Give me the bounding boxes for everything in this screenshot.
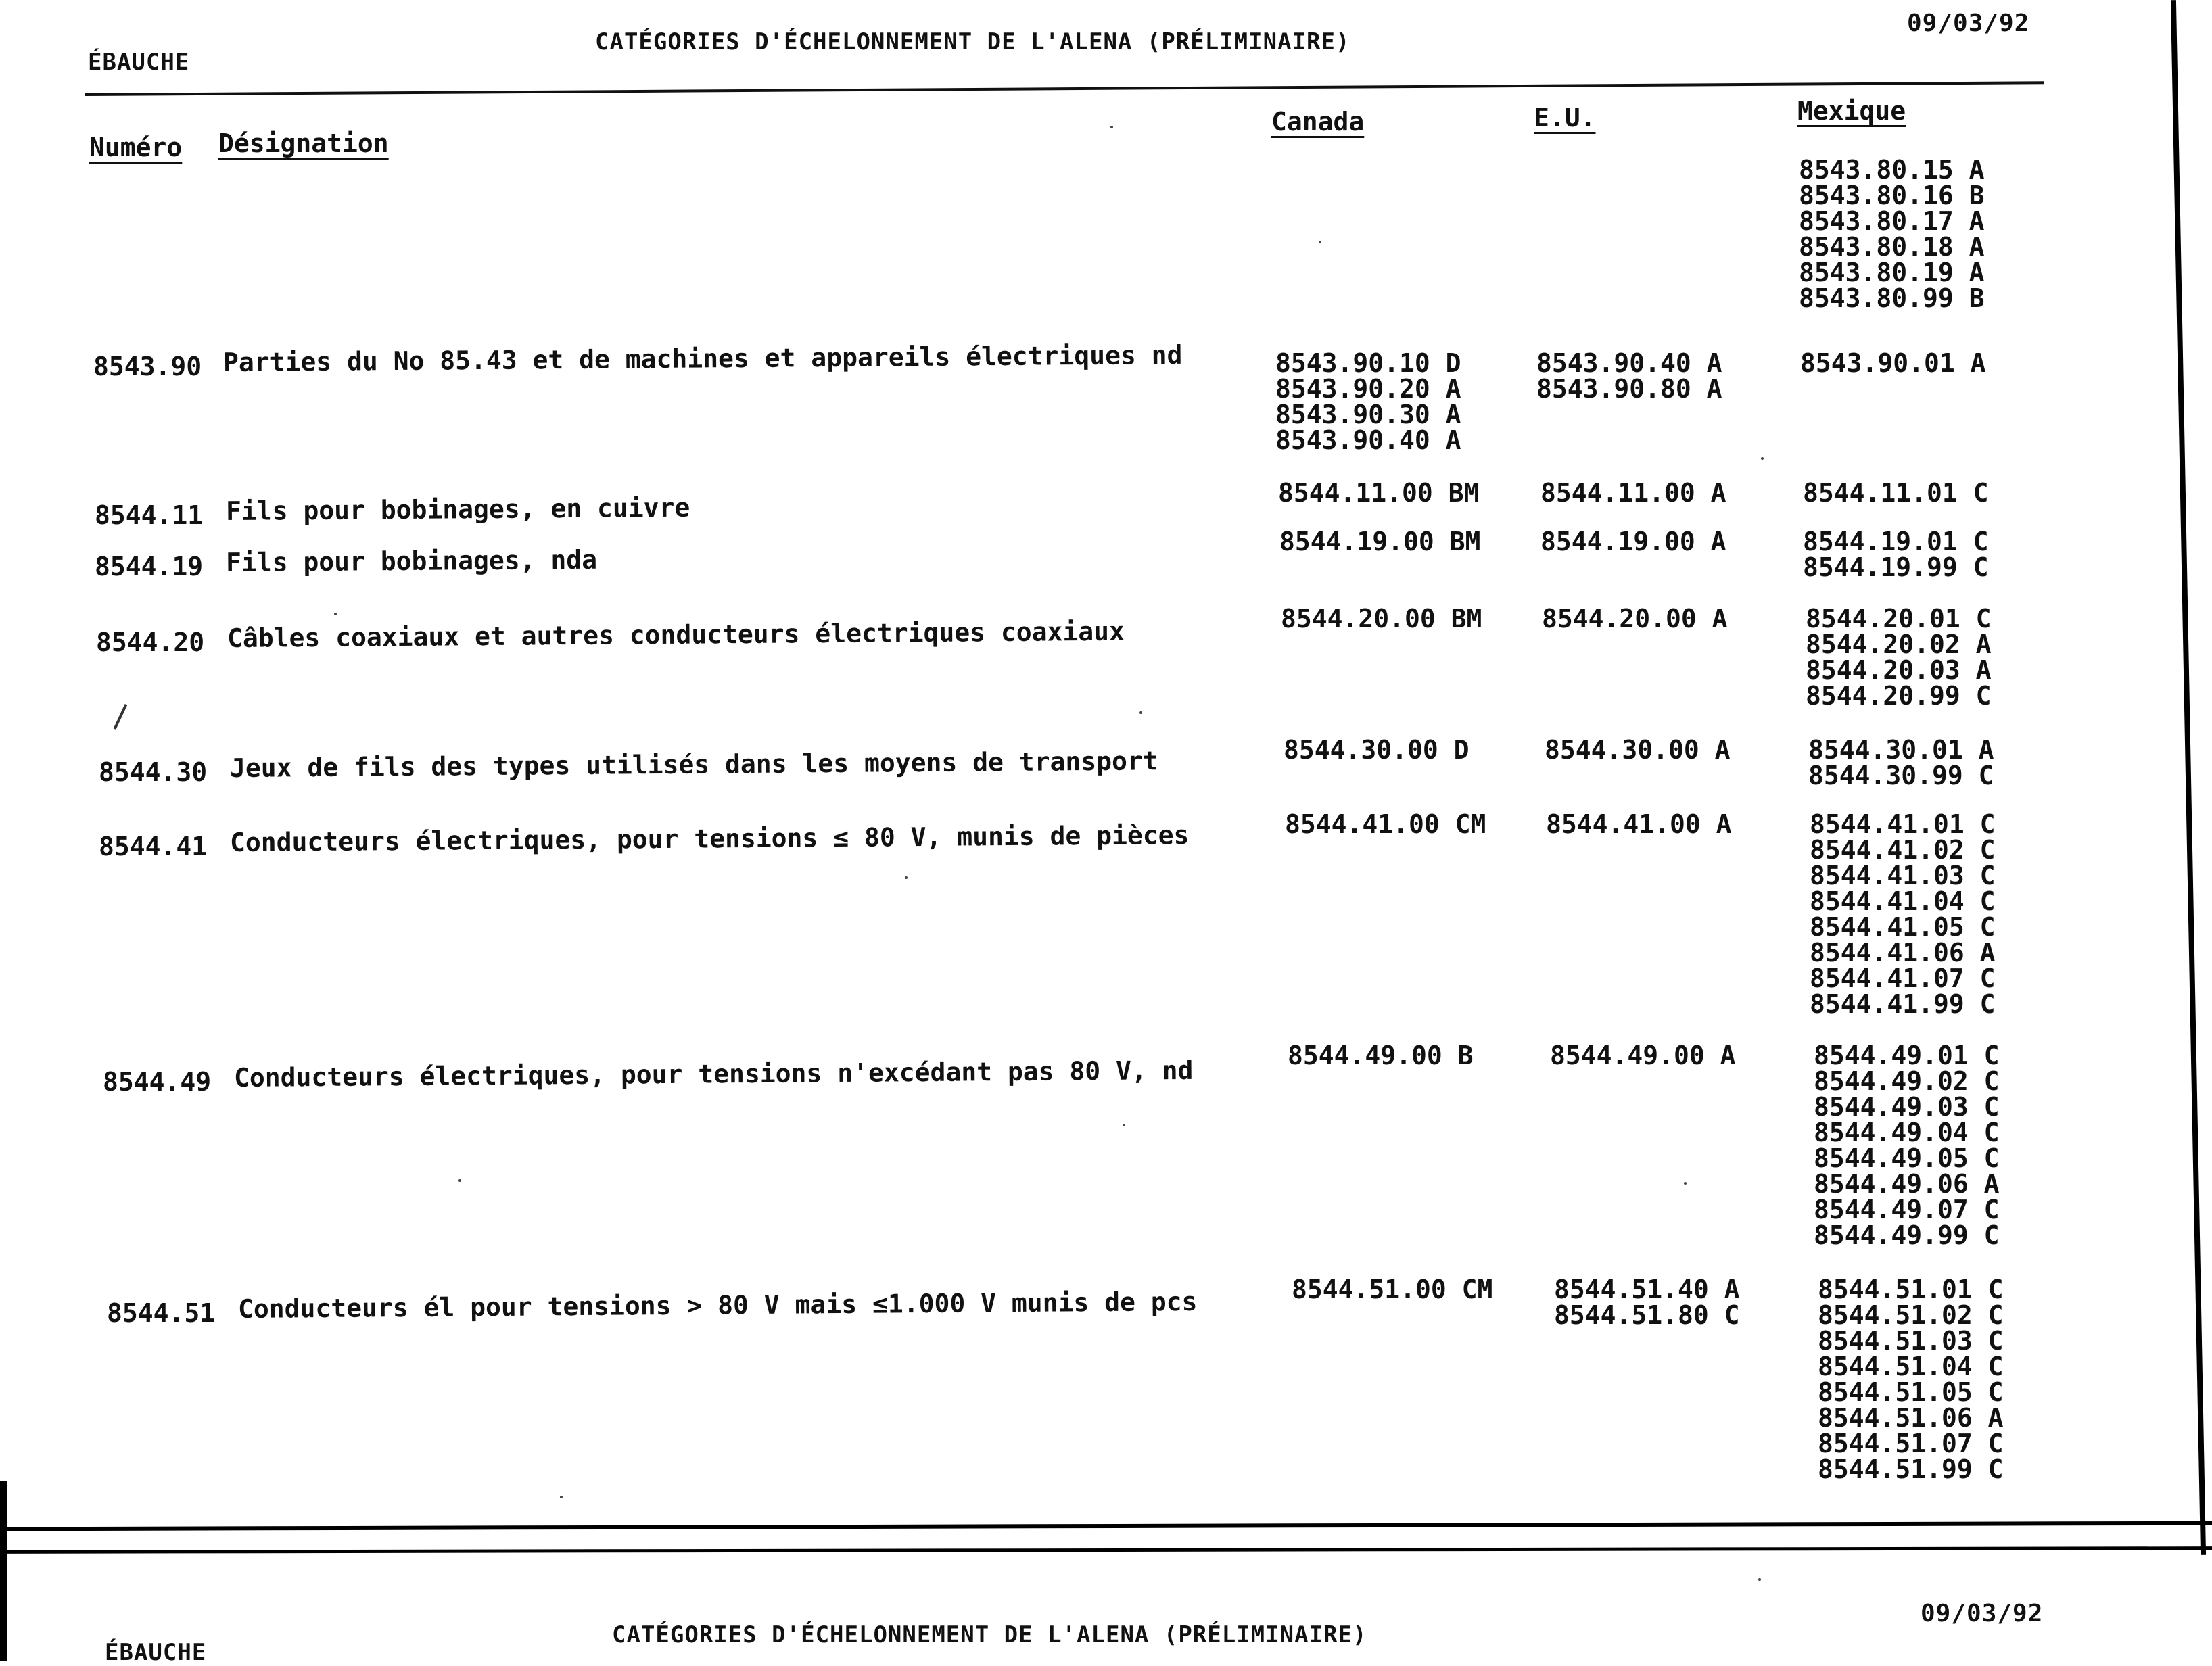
mexico-code: 8544.41.01 C — [1810, 809, 1996, 839]
us-codes — [1542, 606, 1728, 632]
mexico-codes — [1803, 529, 1989, 580]
mexico-code: 8544.51.03 C — [1818, 1326, 2004, 1356]
us-codes — [1545, 737, 1731, 763]
mexico-code: 8544.41.03 C — [1810, 861, 1996, 890]
column-header-mexico: Mexique — [1797, 96, 1906, 126]
canada-code: 8544.41.00 CM — [1285, 809, 1486, 839]
mexico-code: 8543.90.01 A — [1800, 348, 1986, 378]
mexico-codes — [1808, 737, 1994, 788]
canada-codes — [1284, 737, 1469, 763]
mexico-code: 8543.80.19 A — [1799, 258, 1985, 287]
mexico-code: 8544.49.04 C — [1814, 1118, 2000, 1147]
canada-code: 8544.11.00 BM — [1278, 478, 1480, 508]
canada-code: 8543.90.40 A — [1275, 425, 1461, 455]
column-header-designation: Désignation — [218, 128, 389, 158]
tariff-number: 8543.90 — [93, 352, 202, 381]
us-code: 8543.90.40 A — [1536, 348, 1722, 378]
tariff-designation: Conducteurs électriques, pour tensions n'excédant pas 80 V, nd — [233, 1055, 1194, 1093]
scan-speck — [560, 1496, 563, 1498]
canada-codes — [1288, 1043, 1474, 1068]
canada-codes — [1279, 529, 1480, 554]
canada-codes — [1278, 480, 1479, 506]
us-code: 8544.41.00 A — [1546, 809, 1732, 839]
us-code: 8544.30.00 A — [1545, 735, 1731, 765]
header-rule — [85, 81, 2044, 96]
canada-code: 8543.90.10 D — [1275, 348, 1461, 378]
mexico-code: 8544.20.02 A — [1806, 629, 1992, 659]
mexico-code: 8544.41.07 C — [1810, 963, 1996, 993]
mexico-code: 8544.19.99 C — [1803, 552, 1989, 582]
mexico-codes — [1800, 350, 1986, 376]
canada-codes — [1281, 606, 1482, 632]
canada-code: 8543.90.30 A — [1275, 400, 1461, 429]
carryover-mexico-codes — [1799, 157, 1985, 311]
column-header-number: Numéro — [89, 133, 183, 162]
us-code: 8544.20.00 A — [1542, 604, 1728, 634]
mexico-code: 8544.49.05 C — [1814, 1143, 2000, 1173]
left-page-edge — [0, 1481, 7, 1661]
mexico-code: 8544.51.02 C — [1818, 1300, 2004, 1330]
mexico-codes — [1810, 811, 1996, 1017]
canada-codes — [1292, 1277, 1492, 1302]
us-code: 8544.51.80 C — [1554, 1300, 1740, 1330]
tariff-designation: Conducteurs électriques, pour tensions ≤ 80 V, munis de pièces — [229, 819, 1190, 857]
mexico-code: 8544.41.99 C — [1810, 989, 1996, 1019]
mexico-code: 8544.30.99 C — [1808, 761, 1994, 790]
mexico-code: 8544.49.06 A — [1814, 1169, 2000, 1199]
mexico-code: 8544.49.07 C — [1814, 1195, 2000, 1224]
mexico-codes — [1803, 480, 1989, 506]
scan-speck — [1684, 1182, 1687, 1185]
canada-codes — [1285, 811, 1486, 837]
mexico-code: 8543.80.99 B — [1799, 283, 1985, 313]
canada-code: 8544.49.00 B — [1288, 1041, 1474, 1070]
scan-speck — [334, 613, 337, 615]
canada-code: 8544.51.00 CM — [1292, 1275, 1493, 1304]
scan-speck — [1139, 711, 1142, 714]
tariff-number: 8544.30 — [99, 757, 208, 787]
tariff-number: 8544.20 — [96, 627, 205, 657]
scan-speck — [458, 1179, 461, 1182]
mexico-code: 8544.51.06 A — [1818, 1403, 2004, 1433]
right-page-edge — [2171, 0, 2206, 1555]
mexico-code: 8544.51.99 C — [1818, 1454, 2004, 1484]
canada-code: 8544.19.00 BM — [1279, 527, 1481, 556]
us-code: 8544.11.00 A — [1540, 478, 1726, 508]
canada-code: 8544.30.00 D — [1284, 735, 1469, 765]
us-codes — [1540, 480, 1726, 506]
mexico-code: 8543.80.16 B — [1799, 181, 1985, 210]
column-header-us: E.U. — [1534, 103, 1596, 133]
canada-codes — [1275, 350, 1461, 453]
mexico-code: 8544.51.01 C — [1818, 1275, 2004, 1304]
us-code: 8543.90.80 A — [1536, 374, 1722, 404]
tariff-designation: Conducteurs él pour tensions > 80 V mais ≤1.000 V munis de pcs — [237, 1286, 1198, 1324]
tariff-designation: Fils pour bobinages, nda — [225, 544, 598, 577]
mexico-codes — [1806, 606, 1992, 709]
column-header-canada: Canada — [1271, 107, 1365, 137]
mexico-code: 8544.51.07 C — [1818, 1429, 2004, 1458]
document-title: CATÉGORIES D'ÉCHELONNEMENT DE L'ALENA (PRÉLIMINAIRE) — [595, 28, 1350, 55]
us-codes — [1546, 811, 1732, 837]
next-page-title: CATÉGORIES D'ÉCHELONNEMENT DE L'ALENA (PRÉLIMINAIRE) — [612, 1621, 1367, 1648]
tariff-number: 8544.11 — [95, 500, 204, 530]
next-page-draft-label: ÉBAUCHE — [105, 1639, 207, 1666]
tariff-designation: Fils pour bobinages, en cuivre — [225, 492, 690, 526]
us-codes — [1540, 529, 1726, 554]
tariff-number: 8544.41 — [99, 832, 208, 861]
next-page-date: 09/03/92 — [1921, 1600, 2044, 1627]
scan-speck — [1761, 457, 1764, 460]
mexico-code: 8544.51.04 C — [1818, 1352, 2004, 1381]
us-codes — [1554, 1277, 1740, 1328]
mexico-code: 8544.11.01 C — [1803, 478, 1989, 508]
mexico-code: 8544.20.99 C — [1806, 681, 1992, 711]
mexico-code: 8544.41.05 C — [1810, 912, 1996, 942]
scan-speck — [1758, 1578, 1761, 1581]
scan-speck — [1110, 126, 1113, 128]
mexico-code: 8544.20.03 A — [1806, 655, 1992, 685]
us-code: 8544.51.40 A — [1554, 1275, 1740, 1304]
mexico-code: 8544.51.05 C — [1818, 1377, 2004, 1407]
canada-code: 8543.90.20 A — [1275, 374, 1461, 404]
mexico-code: 8544.30.01 A — [1808, 735, 1994, 765]
mexico-code: 8544.49.02 C — [1814, 1066, 2000, 1096]
document-date: 09/03/92 — [1907, 9, 2030, 37]
scan-speck — [1319, 241, 1321, 243]
mexico-code: 8544.49.99 C — [1814, 1220, 2000, 1250]
tariff-designation: Jeux de fils des types utilisés dans les moyens de transport — [229, 746, 1158, 783]
scan-speck — [905, 876, 908, 879]
mexico-code: 8544.41.02 C — [1810, 835, 1996, 865]
us-codes — [1536, 350, 1722, 402]
draft-label: ÉBAUCHE — [88, 49, 190, 76]
us-codes — [1550, 1043, 1736, 1068]
mexico-code: 8543.80.18 A — [1799, 232, 1985, 262]
mexico-code: 8543.80.15 A — [1799, 155, 1985, 185]
page-separator-top — [0, 1521, 2212, 1531]
tariff-number: 8544.51 — [107, 1298, 216, 1328]
mexico-code: 8544.41.04 C — [1810, 886, 1996, 916]
tariff-number: 8544.49 — [103, 1067, 212, 1097]
tariff-number: 8544.19 — [95, 552, 204, 581]
mexico-code: 8544.41.06 A — [1810, 938, 1996, 968]
scan-speck — [1123, 1124, 1125, 1126]
mexico-code: 8544.49.03 C — [1814, 1092, 2000, 1122]
mexico-codes — [1814, 1043, 2000, 1248]
tariff-designation: Câbles coaxiaux et autres conducteurs électriques coaxiaux — [227, 616, 1125, 653]
page-separator-bottom — [0, 1546, 2212, 1554]
mexico-code: 8544.19.01 C — [1803, 527, 1989, 556]
canada-code: 8544.20.00 BM — [1281, 604, 1482, 634]
mexico-code: 8543.80.17 A — [1799, 206, 1985, 236]
us-code: 8544.19.00 A — [1540, 527, 1726, 556]
tariff-designation: Parties du No 85.43 et de machines et appareils électriques nd — [222, 339, 1183, 377]
scan-mark-slash — [114, 704, 128, 730]
us-code: 8544.49.00 A — [1550, 1041, 1736, 1070]
mexico-codes — [1818, 1277, 2004, 1482]
mexico-code: 8544.20.01 C — [1806, 604, 1992, 634]
mexico-code: 8544.49.01 C — [1814, 1041, 2000, 1070]
